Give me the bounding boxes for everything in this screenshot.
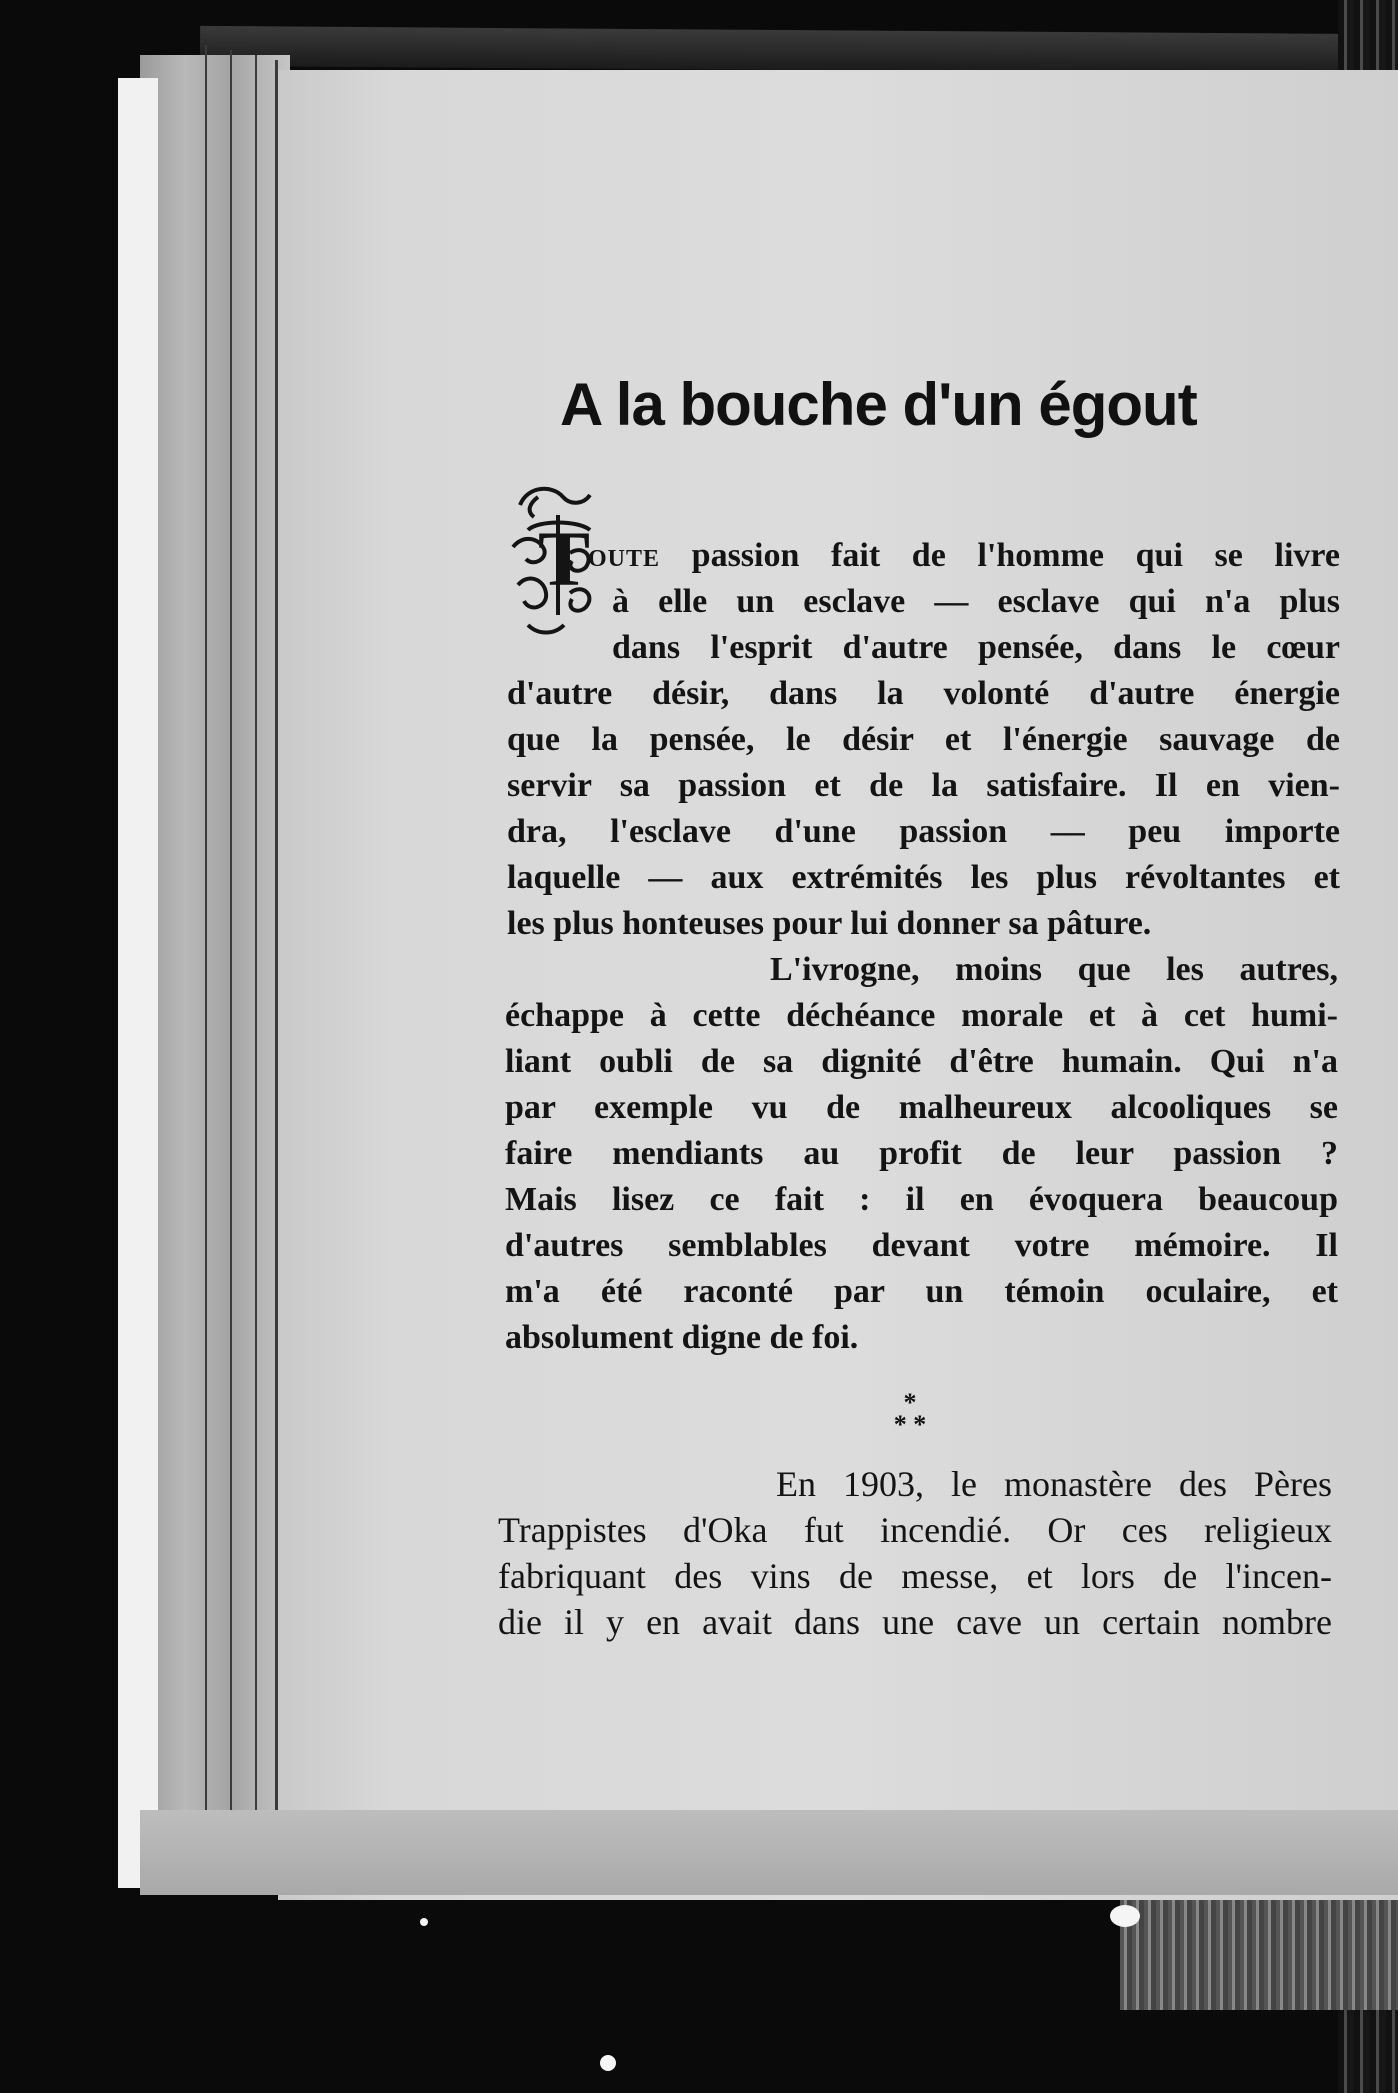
ornamental-dropcap-icon bbox=[508, 475, 598, 645]
text-line: Mais lisez ce fait : il en évoquera beaucoup bbox=[505, 1181, 1338, 1218]
text-line: servir sa passion et de la satisfaire. Il en vien- bbox=[507, 767, 1340, 804]
text-line bbox=[588, 534, 1340, 578]
text-line: à elle un esclave — esclave qui n'a plus bbox=[612, 583, 1340, 620]
text-line: échappe à cette déchéance morale et à cet humi- bbox=[505, 997, 1338, 1034]
first-word: oute bbox=[588, 537, 661, 574]
text-line: laquelle — aux extrémités les plus révoltantes et bbox=[507, 859, 1340, 896]
svg-text:T: T bbox=[538, 515, 591, 602]
page-edge-line bbox=[230, 50, 232, 1885]
asterisks-bottom: * * bbox=[893, 1410, 927, 1439]
page-edge-line bbox=[255, 55, 257, 1885]
text-fragment: passion fait de l'homme qui se livre bbox=[660, 537, 1340, 574]
page-stack-white-edge bbox=[118, 78, 158, 1888]
text-line: absolument digne de foi. bbox=[505, 1319, 859, 1356]
text-line: d'autre désir, dans la volonté d'autre énergie bbox=[507, 675, 1340, 712]
book-cover-edge bbox=[1120, 1900, 1398, 2010]
text-line: d'autres semblables devant votre mémoire. Il bbox=[505, 1227, 1338, 1264]
text-line: les plus honteuses pour lui donner sa pâture. bbox=[507, 905, 1152, 942]
text-line: dra, l'esclave d'une passion — peu importe bbox=[507, 813, 1340, 850]
text-line: que la pensée, le désir et l'énergie sauvage de bbox=[507, 721, 1340, 758]
text-line: fabriquant des vins de messe, et lors de l'incen- bbox=[498, 1556, 1332, 1596]
text-line: En 1903, le monastère des Pères bbox=[776, 1464, 1332, 1504]
text-line: liant oubli de sa dignité d'être humain. Qui n'a bbox=[505, 1043, 1338, 1080]
scan-speck bbox=[600, 2055, 616, 2071]
section-separator bbox=[880, 1388, 940, 1442]
text-line: Trappistes d'Oka fut incendié. Or ces religieux bbox=[498, 1510, 1332, 1550]
text-line: die il y en avait dans une cave un certain nombre bbox=[498, 1602, 1332, 1642]
text-line: dans l'esprit d'autre pensée, dans le cœur bbox=[612, 629, 1340, 666]
chapter-title: A la bouche d'un égout bbox=[560, 371, 1197, 438]
text-line: L'ivrogne, moins que les autres, bbox=[770, 951, 1338, 988]
asterisk-top: * bbox=[903, 1388, 917, 1417]
text-line: faire mendiants au profit de leur passion ? bbox=[505, 1135, 1338, 1172]
page-edge-line bbox=[205, 45, 207, 1885]
page-bottom-margin bbox=[140, 1810, 1398, 1895]
book-top-frame bbox=[200, 26, 1370, 74]
scan-speck bbox=[1110, 1905, 1140, 1927]
text-line: m'a été raconté par un témoin oculaire, et bbox=[505, 1273, 1338, 1310]
page-stack-edge bbox=[140, 55, 290, 1885]
text-line: par exemple vu de malheureux alcooliques se bbox=[505, 1089, 1338, 1126]
scan-speck bbox=[420, 1918, 428, 1926]
